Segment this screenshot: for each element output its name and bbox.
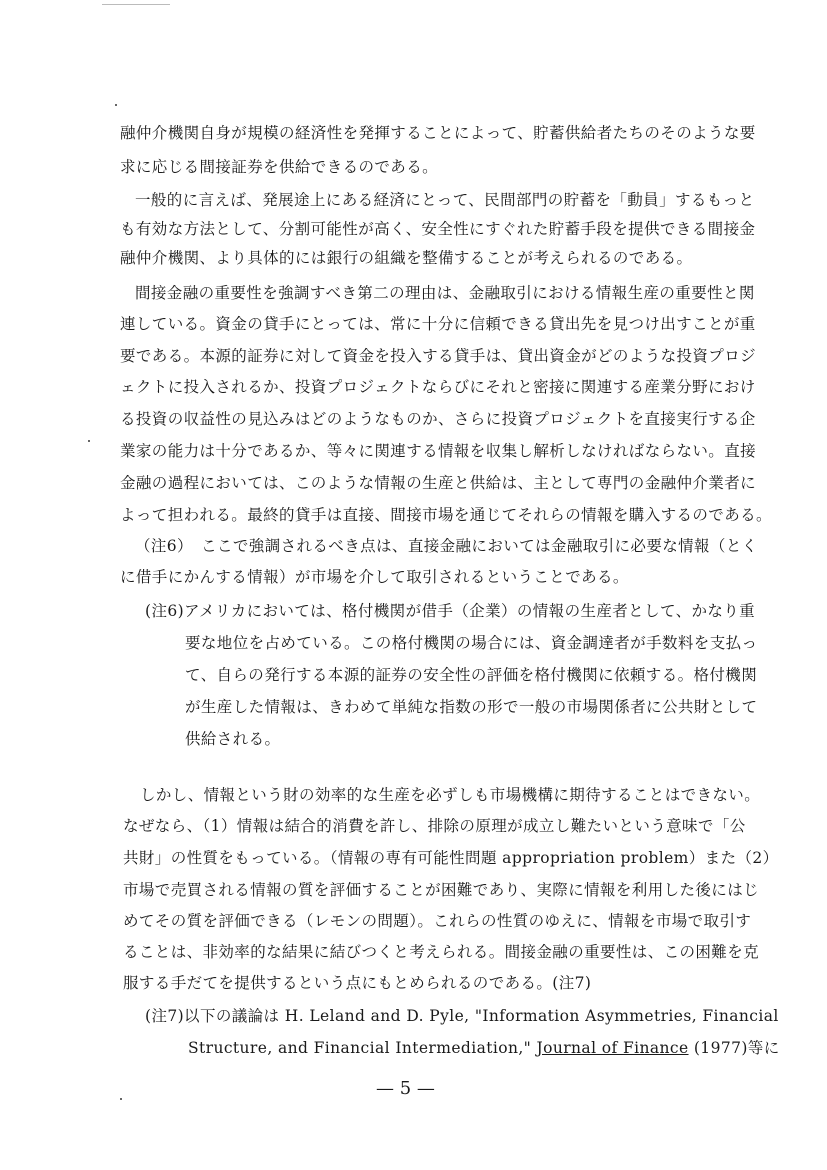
text-line: に借手にかんする情報）が市場を介して取引されるということである。 [120,568,629,586]
footnote-6-line: て、自らの発行する本源的証券の安全性の評価を格付機関に依頼する。格付機関 [185,666,758,684]
scan-speck [88,440,90,442]
scan-speck [102,4,170,5]
text-line: なぜなら、（1）情報は結合的消費を許し、排除の原理が成立し難たいという意味で「公 [123,817,746,835]
text-line: 融仲介機関、より具体的には銀行の組織を整備することが考えられるのである。 [120,249,693,267]
page-number: — 5 — [376,1078,435,1099]
text-line: 業家の能力は十分であるか、等々に関連する情報を収集し解析しなければならない。直接 [120,442,757,460]
text-line: も有効な方法として、分割可能性が高く、安全性にすぐれた貯蓄手段を提供できる間接金 [120,220,756,238]
text-line: 金融の過程においては、このような情報の生産と供給は、主として専門の金融仲介業者に [120,474,757,492]
citation-text: Structure, and Financial Intermediation," [188,1039,537,1057]
footnote-7-line [188,1038,780,1058]
footnote-7-line: (注7)以下の議論は H. Leland and D. Pyle, "Information Asymmetries, Financial [145,1007,779,1025]
scan-speck [120,1098,122,1100]
citation-text: (1977)等に [688,1039,780,1057]
footnote-6-line: 供給される。 [185,730,281,748]
text-line: よって担われる。最終的貸手は直接、間接市場を通じてそれらの情報を購入するのである。 [120,506,772,524]
text-line: 連している。資金の貸手にとっては、常に十分に信頼できる貸出先を見つけ出すことが重 [120,315,756,333]
text-line: る投資の収益性の見込みはどのようなものか、さらに投資プロジェクトを直接実行する企 [120,410,756,428]
text-line: 融仲介機関自身が規模の経済性を発揮することによって、貯蓄供給者たちのそのような要 [120,124,756,142]
text-line: 要である。本源的証券に対して資金を投入する貸手は、貸出資金がどのような投資プロジ [120,347,757,365]
text-line: 市場で売買される情報の質を評価することが困難であり、実際に情報を利用した後にはじ [123,881,760,899]
footnote-6-line: が生産した情報は、きわめて単純な指数の形で一般の市場関係者に公共財として [185,698,758,716]
text-line: ェクトに投入されるか、投資プロジェクトならびにそれと密接に関連する産業分野におけ [120,378,756,396]
scan-speck [115,104,117,106]
text-line: 服する手だてを提供するという点にもとめられるのである。(注7) [123,974,592,992]
text-line: 間接金融の重要性を強調すべき第二の理由は、金融取引における情報生産の重要性と関 [135,284,755,302]
text-line: 一般的に言えば、発展途上にある経済にとって、民間部門の貯蓄を「動員」するもっと [135,191,755,209]
text-line: 求に応じる間接証券を供給できるのである。 [120,158,439,176]
text-line: めてその質を評価できる（レモンの問題）。これらの性質のゆえに、情報を市場で取引す [123,912,752,930]
journal-title: Journal of Finance [536,1039,689,1057]
text-line: 共財」の性質をもっている。（情報の専有可能性問題 appropriation problem）また（2） [123,849,779,867]
text-line: しかし、情報という財の効率的な生産を必ずしも市場機構に期待することはできない。 [140,786,761,804]
footnote-6-line: (注6)アメリカにおいては、格付機関が借手（企業）の情報の生産者として、かなり重 [145,602,756,620]
footnote-6-line: 要な地位を占めている。この格付機関の場合には、資金調達者が手数料を支払っ [185,634,758,652]
footnote-ref-line: （注6） ここで強調されるべき点は、直接金融においては金融取引に必要な情報（とく [135,537,758,555]
text-line: ることは、非効率的な結果に結びつくと考えられる。間接金融の重要性は、この困難を克 [123,943,760,961]
